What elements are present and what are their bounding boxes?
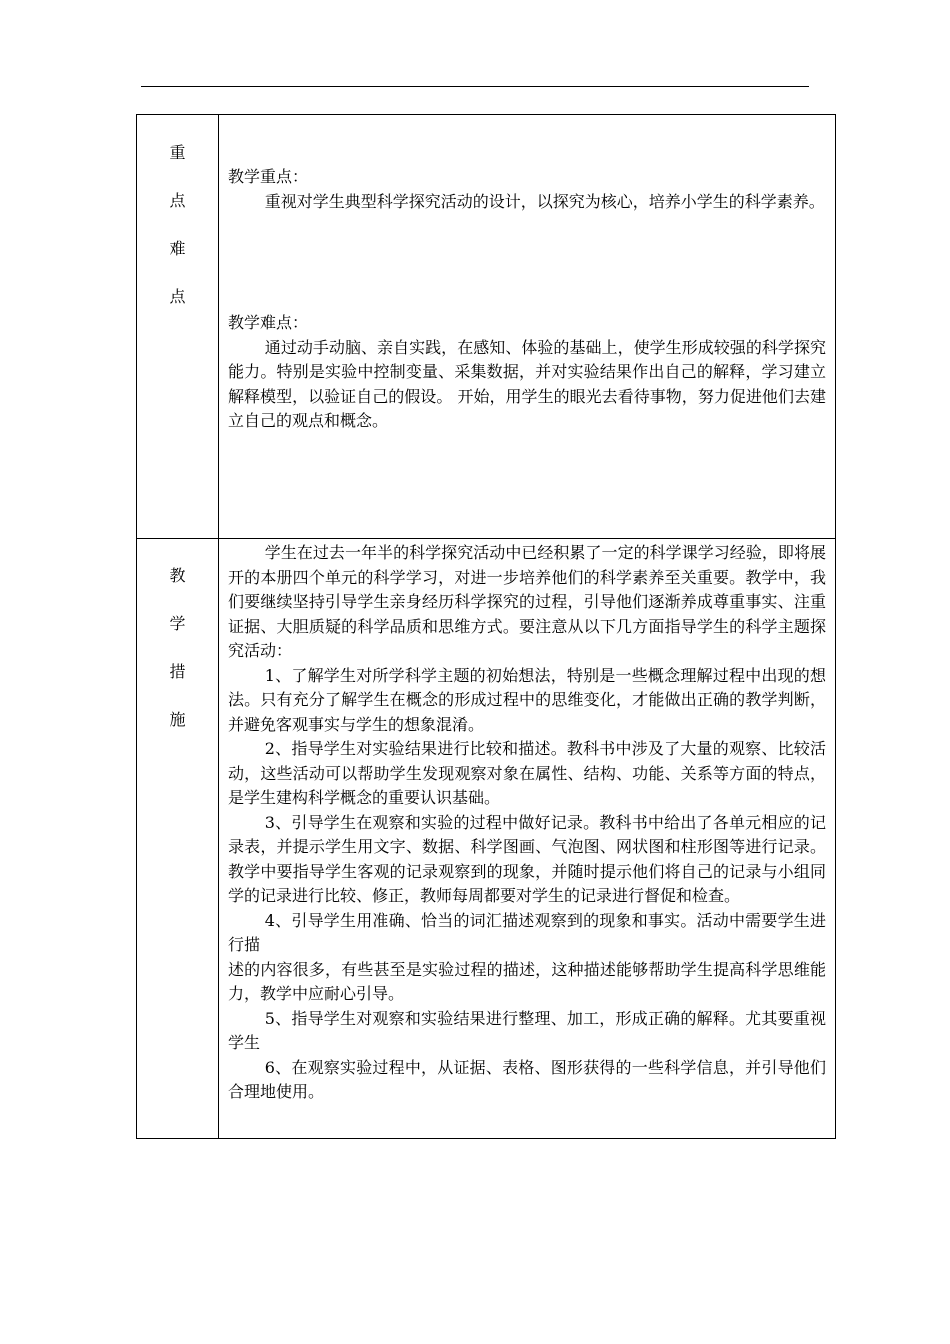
table-row-teaching-measures [137,539,836,1139]
label-char: 措 [169,662,186,681]
label-char: 重 [169,143,186,162]
label-char: 施 [169,710,186,729]
content-teaching-measures [219,539,836,1139]
label-char: 教 [169,566,186,585]
difficulty-heading: 教学难点： [228,313,309,332]
row-label-key-points [137,115,219,539]
focus-text: 重视对学生典型科学探究活动的设计，以探究为核心，培养小学生的科学素养。 [264,191,825,211]
difficulty-text: 通过动手动脑、亲自实践，在感知、体验的基础上，使学生形成较强的科学探究能力。特别是实验中控制变量、采集数据，并对实验结果作出自己的解释，学习建立解释模型，以验证自己的假设。 开始，用学生的眼光去看待事物，努力促进他们去建立自己的观点和概念。 [228,337,826,430]
lesson-plan-table [136,114,836,1139]
measures-item-1: 1、了解学生对所学科学主题的初始想法，特别是一些概念理解过程中出现的想法。只有充分了解学生在概念的形成过程中的思维变化，才能做出正确的教学判断，并避免客观事实与学生的想象混淆。 [228,665,826,734]
measures-intro: 学生在过去一年半的科学探究活动中已经积累了一定的科学课学习经验，即将展开的本册四个单元的科学学习，对进一步培养他们的科学素养至关重要。教学中，我们要继续坚持引导学生亲身经历科学探究的过程，引导他们逐渐养成尊重事实、注重证据、大胆质疑的科学品质和思维方式。要注意从以下几方面指导学生的科学主题探究活动： [228,543,826,660]
label-char: 难 [169,239,186,258]
measures-item-3: 3、引导学生在观察和实验的过程中做好记录。教科书中给出了各单元相应的记录表，并提示学生用文字、数据、科学图画、气泡图、网状图和柱形图等进行记录。教学中要指导学生客观的记录观察到的现象，并随时提示他们将自己的记录与小组同学的记录进行比较、修正，教师每周都要对学生的记录进行督促和检查。 [228,812,826,905]
focus-heading: 教学重点： [228,167,309,186]
measures-item-4-part-2: 述的内容很多，有些甚至是实验过程的描述，这种描述能够帮助学生提高科学思维能力，教学中应耐心引导。 [228,959,826,1003]
content-key-points [219,115,836,539]
measures-item-2: 2、指导学生对实验结果进行比较和描述。教科书中涉及了大量的观察、比较活动，这些活动可以帮助学生发现观察对象在属性、结构、功能、关系等方面的特点，是学生建构科学概念的重要认识基础。 [228,739,826,807]
label-char: 学 [169,614,186,633]
measures-item-4-part-1: 4、引导学生用准确、恰当的词汇描述观察到的现象和事实。活动中需要学生进行描 [228,910,826,954]
measures-item-5: 5、指导学生对观察和实验结果进行整理、加工，形成正确的解释。尤其要重视学生 [228,1008,826,1052]
label-char: 点 [169,287,186,306]
table-row-key-points [137,115,836,539]
label-char: 点 [169,191,186,210]
measures-item-6: 6、在观察实验过程中，从证据、表格、图形获得的一些科学信息，并引导他们合理地使用。 [228,1057,826,1101]
header-rule [141,86,809,87]
row-label-teaching-measures [137,539,219,1139]
